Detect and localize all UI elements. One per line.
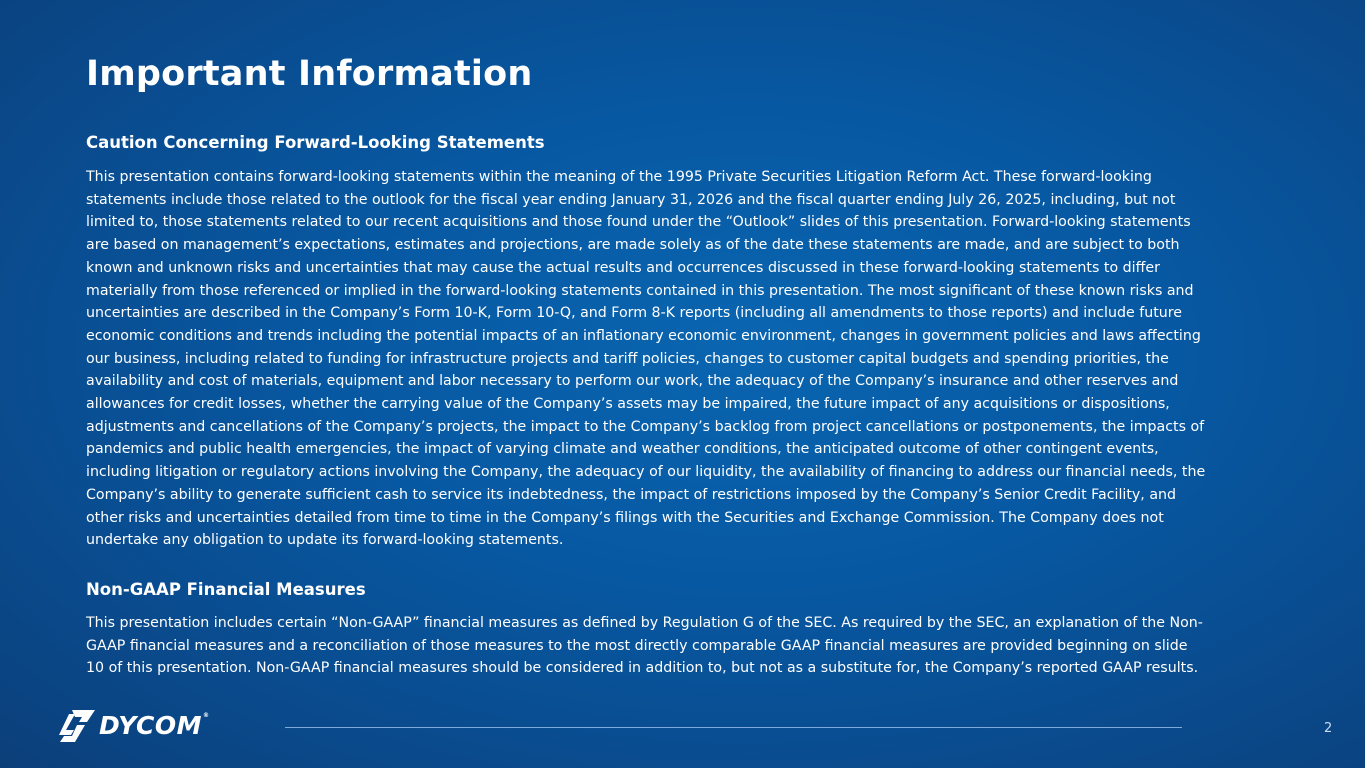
dycom-logo	[58, 708, 210, 744]
forward-looking-statements-section	[86, 132, 1301, 552]
paragraph-line: This presentation includes certain “Non-GAAP” financial measures as defined by Regulation G of the SEC. As required by the SEC, an explanation of the Non-	[86, 615, 1203, 631]
slide-title: Important Information	[86, 54, 533, 94]
paragraph-line: 10 of this presentation. Non-GAAP financial measures should be considered in addition to, but not as a substitute for, the Company’s reported GAAP results.	[86, 660, 1199, 677]
paragraph-line: including litigation or regulatory actions involving the Company, the adequacy of our liquidity, the availability of financing to address our financial needs, the	[86, 464, 1206, 481]
paragraph-line: pandemics and public health emergencies, the impact of varying climate and weather conditions, the anticipated outcome of other contingent events,	[86, 441, 1159, 458]
paragraph-line: availability and cost of materials, equipment and labor necessary to perform our work, the adequacy of the Company’s insurance and other reserves and	[86, 373, 1179, 390]
paragraph-line: GAAP financial measures and a reconciliation of those measures to the most directly comparable GAAP financial measures are provided beginning on slide	[86, 637, 1188, 654]
paragraph-line: adjustments and cancellations of the Company’s projects, the impact to the Company’s backlog from project cancellations or postponements, the impacts of	[86, 418, 1205, 435]
paragraph-line: economic conditions and trends including the potential impacts of an inflationary economic environment, changes in government policies and laws affecting	[86, 327, 1201, 344]
paragraph-line: other risks and uncertainties detailed from time to time in the Company’s filings with the Securities and Exchange Commission. The Company does not	[86, 509, 1164, 526]
paragraph-line: limited to, those statements related to our recent acquisitions and those found under the “Outlook” slides of this presentation. Forward-looking statements	[86, 214, 1191, 231]
non-gaap-paragraph	[86, 612, 1301, 680]
paragraph-line: allowances for credit losses, whether the carrying value of the Company’s assets may be impaired, the future impact of any acquisitions or dispositions,	[86, 396, 1170, 413]
paragraph-line: known and unknown risks and uncertainties that may cause the actual results and occurrences discussed in these forward-looking statements to differ	[86, 259, 1160, 276]
paragraph-line: materially from those referenced or implied in the forward-looking statements contained in this presentation. The most significant of these known risks and	[86, 282, 1194, 299]
non-gaap-section	[86, 579, 1301, 680]
paragraph-line: statements include those related to the outlook for the fiscal year ending January 31, 2026 and the fiscal quarter ending July 26, 2025, including, but not	[86, 191, 1176, 208]
dycom-wordmark	[99, 711, 210, 741]
paragraph-line: uncertainties are described in the Company’s Form 10-K, Form 10-Q, and Form 8-K reports (including all amendments to those reports) and include future	[86, 305, 1183, 322]
forward-looking-heading: Caution Concerning Forward-Looking Statements	[86, 133, 545, 152]
non-gaap-heading: Non-GAAP Financial Measures	[86, 580, 366, 599]
paragraph-line: undertake any obligation to update its forward-looking statements.	[86, 532, 564, 549]
registered-mark: ®	[203, 712, 210, 719]
paragraph-line: are based on management’s expectations, estimates and projections, are made solely as of the date these statements are made, and are subject to both	[86, 237, 1180, 254]
footer-divider	[285, 727, 1182, 728]
paragraph-line: our business, including related to funding for infrastructure projects and tariff policies, changes to customer capital budgets and spending priorities, the	[86, 350, 1169, 367]
dycom-arrow-icon	[58, 708, 96, 744]
paragraph-line: Company’s ability to generate sufficient cash to service its indebtedness, the impact of restrictions imposed by the Company’s Senior Credit Facility, and	[86, 486, 1177, 503]
paragraph-line: This presentation contains forward-looking statements within the meaning of the 1995 Private Securities Litigation Reform Act. These forward-looking	[86, 169, 1152, 185]
forward-looking-paragraph	[86, 166, 1301, 552]
page-number: 2	[1324, 721, 1333, 736]
logo-text: DYCOM	[99, 711, 203, 740]
